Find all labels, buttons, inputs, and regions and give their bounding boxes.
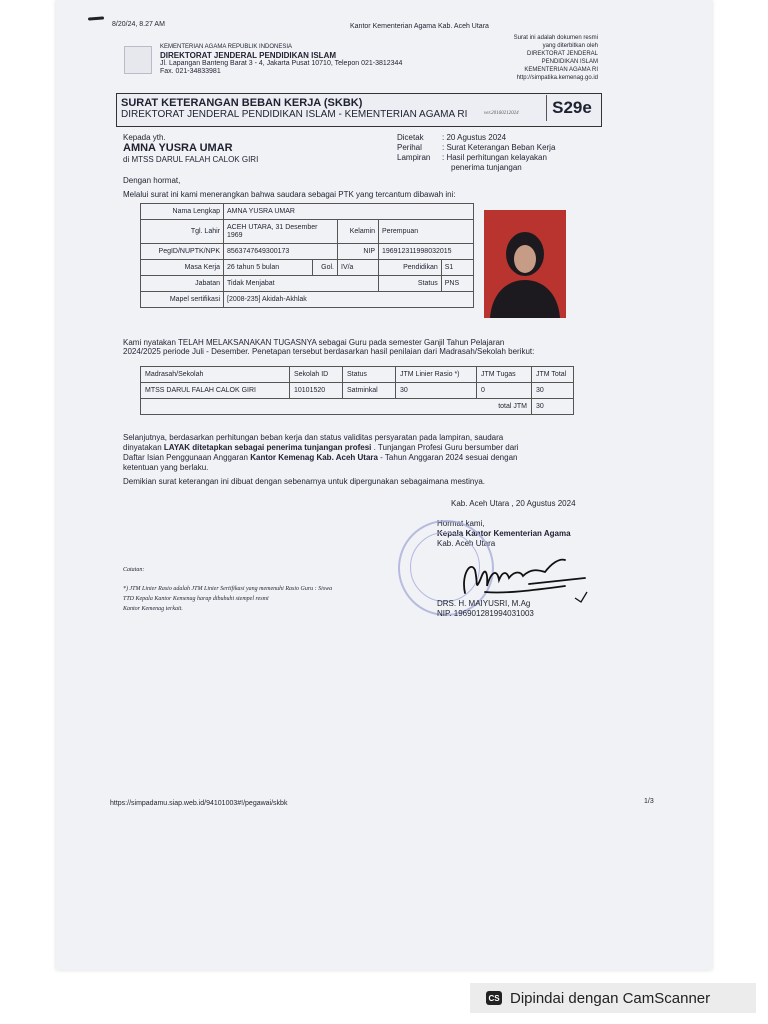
profile-photo bbox=[484, 210, 566, 318]
lampiran-label: Lampiran bbox=[397, 153, 431, 162]
closing-paragraph: Demikian surat keterangan ini dibuat dengan sebenarnya untuk dipergunakan sebagaimana mestinya. bbox=[123, 477, 486, 486]
jtm-header-madrasah: Madrasah/Sekolah bbox=[141, 367, 290, 383]
pegid-label: PegID/NUPTK/NPK bbox=[141, 244, 224, 260]
directorate-fax: Fax. 021-34833981 bbox=[160, 68, 221, 75]
document-version: ver.20160212024 bbox=[484, 111, 519, 116]
para3-line3a: Daftar Isian Penggunaan Anggaran bbox=[123, 453, 251, 462]
ministry-name: KEMENTERIAN AGAMA REPUBLIK INDONESIA bbox=[160, 44, 293, 50]
nama-label: Nama Lengkap bbox=[141, 204, 224, 220]
para3-line2b: LAYAK ditetapkan sebagai penerima tunjangan profesi bbox=[163, 443, 372, 452]
table-row bbox=[141, 220, 474, 244]
recipient-name: AMNA YUSRA UMAR bbox=[123, 142, 233, 154]
print-office: Kantor Kementerian Agama Kab. Aceh Utara bbox=[350, 23, 489, 30]
para2-line2: 2024/2025 periode Juli - Desember. Penetapan tersebut berdasarkan hasil penilaian dari Madrasah/Sekolah berikut: bbox=[123, 347, 535, 356]
recipient-label: Kepada yth. bbox=[123, 133, 166, 142]
camscanner-text: Dipindai dengan CamScanner bbox=[510, 989, 711, 1007]
official-note-5: KEMENTERIAN AGAMA RI bbox=[524, 67, 598, 73]
tgl-line1: ACEH UTARA, 31 Desember bbox=[227, 223, 318, 231]
para3-line2 bbox=[123, 443, 519, 452]
nip-value: 196912311998032015 bbox=[379, 244, 474, 260]
greeting: Dengan hormat, bbox=[123, 176, 181, 185]
official-note-4: PENDIDIKAN ISLAM bbox=[541, 59, 598, 65]
jtm-madrasah: MTSS DARUL FALAH CALOK GIRI bbox=[141, 383, 290, 399]
dicetak-value: : 20 Agustus 2024 bbox=[442, 133, 507, 142]
lampiran-value-cont: penerima tunjangan bbox=[451, 163, 522, 172]
sign-place-date: Kab. Aceh Utara , 20 Agustus 2024 bbox=[451, 499, 576, 508]
table-row bbox=[141, 204, 474, 220]
para3-line3 bbox=[123, 453, 517, 462]
official-note-2: yang diterbitkan oleh bbox=[542, 43, 598, 49]
nama-value: AMNA YUSRA UMAR bbox=[224, 204, 474, 220]
mapel-label: Mapel sertifikasi bbox=[141, 292, 224, 308]
print-datetime: 8/20/24, 8.27 AM bbox=[112, 21, 165, 28]
official-note-url: http://simpatika.kemenag.go.id bbox=[516, 75, 598, 81]
jtm-header-status: Status bbox=[343, 367, 396, 383]
jtm-header-sekolah-id: Sekolah ID bbox=[290, 367, 343, 383]
official-note-3: DIREKTORAT JENDERAL bbox=[526, 51, 598, 57]
kelamin-label: Kelamin bbox=[338, 220, 379, 244]
table-row bbox=[141, 276, 474, 292]
signer-nip: NIP. 196901281994031003 bbox=[437, 609, 534, 618]
footer-url: https://simpadamu.siap.web.id/94101003#!/pegawai/skbk bbox=[110, 800, 288, 807]
para3-line3c: - Tahun Anggaran 2024 sesuai dengan bbox=[377, 453, 518, 462]
document-subtitle: DIREKTORAT JENDERAL PENDIDIKAN ISLAM - KEMENTERIAN AGAMA RI bbox=[121, 109, 468, 120]
sign-office: Kab. Aceh Utara bbox=[437, 539, 496, 548]
status-label: Status bbox=[379, 276, 442, 292]
masa-label: Masa Kerja bbox=[141, 260, 224, 276]
lampiran-value: : Hasil perhitungan kelayakan bbox=[442, 153, 547, 162]
perihal-label: Perihal bbox=[397, 143, 422, 152]
directorate-address: Jl. Lapangan Banteng Barat 3 - 4, Jakarta Pusat 10710, Telepon 021-3812344 bbox=[160, 60, 403, 67]
jtm-sekolah-id: 10101520 bbox=[290, 383, 343, 399]
para2-line1: Kami nyatakan TELAH MELAKSANAKAN TUGASNYA sebagai Guru pada semester Ganjil Tahun Pelajaran bbox=[123, 338, 505, 347]
tgl-value bbox=[224, 220, 338, 244]
jabatan-label: Jabatan bbox=[141, 276, 224, 292]
table-row bbox=[141, 260, 474, 276]
table-row bbox=[141, 399, 574, 415]
intro-text: Melalui surat ini kami menerangkan bahwa saudara sebagai PTK yang tercantum dibawah ini: bbox=[123, 190, 456, 199]
sign-position: Kepala Kantor Kementerian Agama bbox=[437, 529, 571, 538]
employee-table bbox=[140, 203, 474, 308]
jtm-table-wrap bbox=[140, 366, 574, 415]
mapel-value: [2008-235] Akidah-Akhlak bbox=[224, 292, 474, 308]
page-number: 1/3 bbox=[644, 798, 654, 805]
tgl-label: Tgl. Lahir bbox=[141, 220, 224, 244]
para3-line2c: . Tunjangan Profesi Guru bersumber dari bbox=[371, 443, 519, 452]
official-note-1: Surat ini adalah dokumen resmi bbox=[513, 35, 598, 41]
para3-line4: ketentuan yang berlaku. bbox=[123, 463, 209, 472]
table-row bbox=[141, 367, 574, 383]
jtm-header-total: JTM Total bbox=[532, 367, 574, 383]
person-silhouette-icon bbox=[484, 210, 566, 318]
kelamin-value: Perempuan bbox=[379, 220, 474, 244]
status-value: PNS bbox=[441, 276, 473, 292]
jtm-total-label: total JTM bbox=[141, 399, 532, 415]
document-title: SURAT KETERANGAN BEBAN KERJA (SKBK) bbox=[121, 97, 363, 109]
dicetak-label: Dicetak bbox=[397, 133, 424, 142]
jtm-tugas: 0 bbox=[477, 383, 532, 399]
camscanner-watermark bbox=[470, 983, 756, 1013]
nip-label: NIP bbox=[338, 244, 379, 260]
document-code: S29e bbox=[546, 95, 597, 121]
notes-line2: TTD Kepala Kantor Kemenag harap dibubuhi stempel resmi bbox=[123, 596, 269, 602]
gol-value: IV/a bbox=[338, 260, 379, 276]
para3-line2a: dinyatakan bbox=[123, 443, 164, 452]
table-row bbox=[141, 292, 474, 308]
gol-label: Gol. bbox=[313, 260, 338, 276]
perihal-value: : Surat Keterangan Beban Kerja bbox=[442, 143, 556, 152]
camscanner-logo-icon: CS bbox=[486, 991, 502, 1005]
directorate-name: DIREKTORAT JENDERAL PENDIDIKAN ISLAM bbox=[160, 51, 337, 60]
jtm-total: 30 bbox=[532, 383, 574, 399]
signer-name: DRS. H. MAIYUSRI, M.Ag bbox=[437, 599, 531, 608]
employee-table-wrap bbox=[140, 203, 474, 308]
jtm-table bbox=[140, 366, 574, 415]
jtm-header-linier: JTM Linier Rasio *) bbox=[396, 367, 477, 383]
jtm-header-tugas: JTM Tugas bbox=[477, 367, 532, 383]
para3-line3b: Kantor Kemenag Kab. Aceh Utara bbox=[250, 453, 378, 462]
jtm-status: Satminkal bbox=[343, 383, 396, 399]
notes-line1: *) JTM Linier Rasio adalah JTM Linier Sertifikasi yang memenuhi Rasio Guru : Siswa bbox=[123, 586, 333, 592]
jtm-total-value: 30 bbox=[532, 399, 574, 415]
notes-line3: Kantor Kemenag terkait. bbox=[123, 606, 183, 612]
jtm-linier: 30 bbox=[396, 383, 477, 399]
masa-value: 26 tahun 5 bulan bbox=[224, 260, 313, 276]
jabatan-value: Tidak Menjabat bbox=[224, 276, 379, 292]
pendidikan-value: S1 bbox=[441, 260, 473, 276]
table-row bbox=[141, 383, 574, 399]
ministry-logo bbox=[124, 46, 152, 74]
notes-label: Catatan: bbox=[123, 567, 145, 573]
pendidikan-label: Pendidikan bbox=[379, 260, 442, 276]
recipient-place: di MTSS DARUL FALAH CALOK GIRI bbox=[123, 155, 259, 164]
sign-regards: Hormat kami, bbox=[437, 519, 485, 528]
pegid-value: 8563747649300173 bbox=[224, 244, 338, 260]
para3-line1: Selanjutnya, berdasarkan perhitungan beban kerja dan status validitas persyaratan pada lampiran, saudara bbox=[123, 433, 504, 442]
tgl-line2: 1969 bbox=[227, 231, 243, 239]
table-row bbox=[141, 244, 474, 260]
